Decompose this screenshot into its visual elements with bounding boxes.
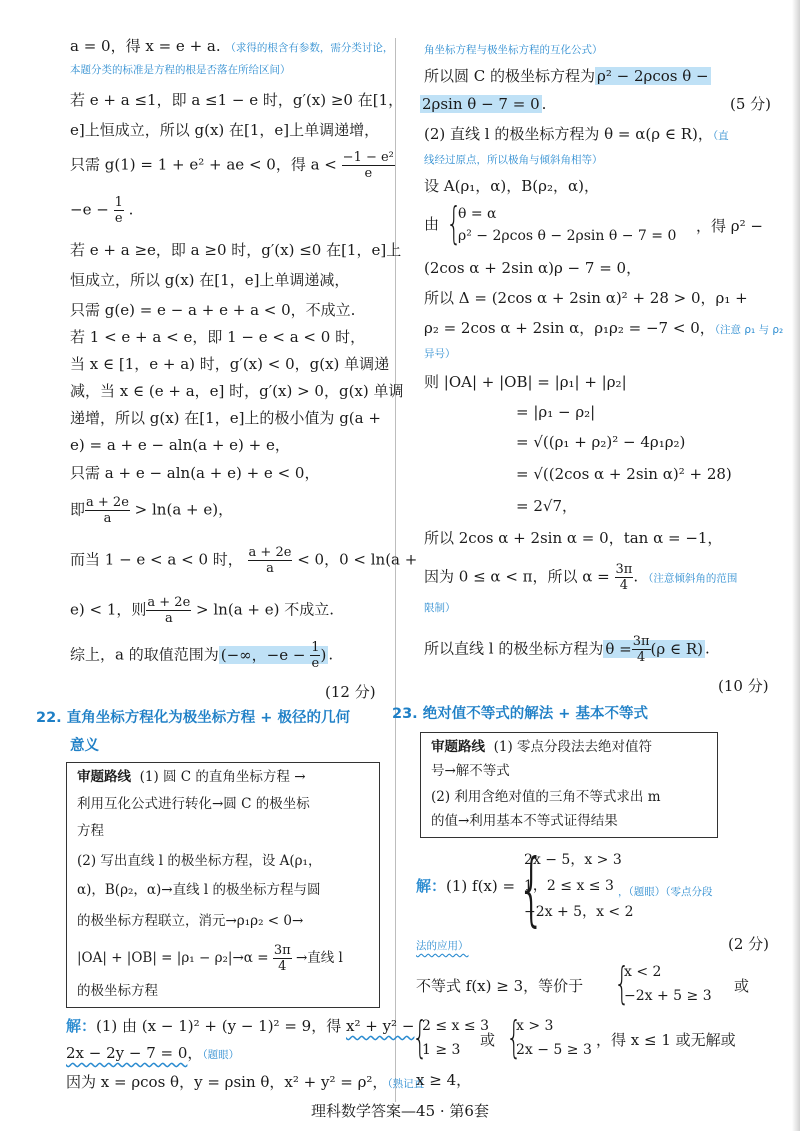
fraction: $\frac{1}{e}$ [311,640,320,671]
text-line: (2) 利用含绝对值的三角不等式求出 m [431,789,661,805]
annotation-note: 法的应用） [416,940,469,952]
text-line: 方程 [77,823,104,839]
fraction: $\frac{3\pi}{4}$ [632,634,650,665]
system-line: x > 3 [516,1018,554,1034]
text-line: ，得 x ≤ 1 或无解或 [596,1031,736,1049]
brace: { [506,1012,522,1063]
brace: { [517,842,546,935]
text-line: (2) 直线 l 的极坐标方程为 θ = α(ρ ∈ R)，（直 [424,125,729,143]
text-line: 若 1 < e + a < e，即 1 − e < a < 0 时， [70,328,366,346]
solution-line: 2x − 2y − 7 = 0，（题眼） [66,1044,240,1062]
system-line: 2x − 5 ≥ 3 [516,1042,592,1058]
score-label: (5 分) [730,95,772,113]
text-line: 2ρsin θ − 7 = 0 . [422,95,547,113]
text-line: 即 $\frac{a + 2e}{a}$ > ln(a + e)， [70,495,234,526]
text-line: = 2√7， [516,497,577,515]
text-line: 的极坐标方程联立，消元→ρ₁ρ₂ < 0→ [77,913,304,929]
fraction: $\frac{a + 2e}{a}$ [147,595,191,626]
text-line: a = 0，得 x = e + a. （求得的根含有参数，需分类讨论， [70,37,394,55]
fraction: $\frac{3\pi}{4}$ [273,943,291,974]
text-line: 若 e + a ≥e，即 a ≥0 时，g′(x) ≤0 在[1，e]上 [70,241,402,259]
right-column [392,0,800,1131]
text-line: 号→解不等式 [431,763,510,779]
text-line: 所以 Δ = (2cos α + 2sin α)² + 28 > 0，ρ₁ + [424,289,748,307]
text-line: x ≥ 4， [416,1071,472,1089]
case-line: −2x + 5，x < 2 [524,904,634,920]
text-line: = √((ρ₁ + ρ₂)² − 4ρ₁ρ₂) [516,433,686,451]
text-line: e) < 1，则 $\frac{a + 2e}{a}$ > ln(a + e) 不成立. [70,595,335,626]
text-line: 设 A(ρ₁，α)，B(ρ₂，α)， [424,177,599,195]
text-line: 则 |OA| + |OB| = |ρ₁| + |ρ₂| [424,373,627,391]
text-line: 若 e + a ≤1，即 a ≤1 − e 时，g′(x) ≥0 在[1， [70,91,404,109]
fraction: $\frac{\text{−1 − e²}}{e}$ [342,150,394,181]
score-label: (12 分) [325,683,376,701]
equation-system: 由 [424,215,440,233]
annotation-note: 角坐标方程与极坐标方程的互化公式） [424,44,603,56]
system-line: ρ² − 2ρcos θ − 2ρsin θ − 7 = 0 [458,228,677,244]
text-line: 当 x ∈ [1，e + a) 时，g′(x) < 0，g(x) 单调递 [70,355,390,373]
annotation-note: 本题分类的标准是方程的根是否落在所给区间） [70,64,291,76]
highlighted-answer: (−∞，−e − $\frac{1}{e}$ ) [220,640,327,671]
system-line: 2 ≤ x ≤ 3 [422,1018,489,1034]
text-line: |OA| + |OB| = |ρ₁ − ρ₂|→α = $\frac{3\pi}{4}$ →直线 l [77,943,343,974]
text-line: 恒成立，所以 g(x) 在[1，e]上单调递减， [70,271,350,289]
text-line: 或 [734,977,750,995]
annotation-note: 异号） [424,348,456,360]
text-line: ，得 ρ² − [696,217,763,235]
solution-line: 因为 x = ρcos θ，y = ρsin θ，x² + y² = ρ²，（熟记直 [66,1073,425,1091]
text-line: 利用互化公式进行转化→圆 C 的极坐标 [77,796,310,812]
conclusion-line: 所以直线 l 的极坐标方程为 θ = $\frac{3\pi}{4}$ (ρ ∈ R) . [424,634,710,665]
system-line: −2x + 5 ≥ 3 [624,988,712,1004]
text-line: 因为 0 ≤ α < π，所以 α = $\frac{3\pi}{4}$ . （注意倾斜角的范围 [424,562,738,593]
text-line: 不等式 f(x) ≥ 3，等价于 [416,977,584,995]
text-line: α)，B(ρ₂，α)→直线 l 的极坐标方程与圆 [77,882,321,898]
text-line: 审题路线 (1) 圆 C 的直角坐标方程 → [77,769,306,785]
fraction: $\frac{a + 2e}{a}$ [248,545,292,576]
system-line: x < 2 [624,964,662,980]
annotation-note: 限制） [424,602,456,614]
fraction: $\frac{1}{e}$ [114,195,123,226]
conclusion-line: 综上，a 的取值范围为 (−∞，−e − $\frac{1}{e}$ ) . [70,640,334,671]
section-22-title-cont: 意义 [70,738,99,754]
text-line: 只需 a + e − aln(a + e) + e < 0， [70,464,320,482]
text-line: 递增，所以 g(x) 在[1，e]上的极小值为 g(a + [70,409,381,427]
text-line: 而当 1 − e < a < 0 时， $\frac{a + 2e}{a}$ < 0，0 < ln(a + [70,545,418,576]
text-line: 只需 g(1) = 1 + e² + ae < 0，得 a < $\frac{\text{−1 − e²}}{e}$ [70,150,394,181]
text-line: (2) 写出直线 l 的极坐标方程，设 A(ρ₁， [77,853,322,869]
text-line: (2cos α + 2sin α)ρ − 7 = 0， [424,259,642,277]
brace: { [614,958,630,1009]
solution-line: 解：(1) 由 (x − 1)² + (y − 1)² = 9，得 x² + y² − [66,1017,415,1035]
section-22-title: 22. 直角坐标方程化为极坐标方程 + 极径的几何 [36,710,350,726]
text-line: ρ₂ = 2cos α + 2sin α，ρ₁ρ₂ = −7 < 0，（注意 ρ₁ 与 ρ₂ [424,319,784,337]
text-line: −e − $\frac{1}{e}$ . [70,195,134,226]
system-line: 1 ≥ 3 [422,1042,461,1058]
brace: { [446,198,462,249]
text-line: 审题路线 (1) 零点分段法去绝对值符 [431,739,653,755]
case-line: 1，2 ≤ x ≤ 3 [524,878,614,894]
annotation-note: ，（题眼）（零点分段 [618,886,713,898]
page-edge-shadow [792,0,800,1131]
text-line: = |ρ₁ − ρ₂| [516,403,596,421]
solution-line: 解：(1) f(x) = [416,877,516,895]
text-line: 所以圆 C 的极坐标方程为 ρ² − 2ρcos θ − [424,67,709,85]
text-line: 减，当 x ∈ (e + a，e] 时，g′(x) > 0，g(x) 单调 [70,382,404,400]
annotation-note: 线经过原点，所以极角与倾斜角相等） [424,154,603,166]
score-label: (2 分) [728,935,770,953]
fraction: $\frac{a + 2e}{a}$ [86,495,129,526]
text-line: 的值→利用基本不等式证得结果 [431,813,618,829]
text-line: 的极坐标方程 [77,983,158,999]
case-line: 2x − 5，x > 3 [524,852,622,868]
highlighted-answer: θ = $\frac{3\pi}{4}$ (ρ ∈ R) [605,634,704,665]
fraction: $\frac{3\pi}{4}$ [615,562,633,593]
text-line: 只需 g(e) = e − a + e + a < 0，不成立. [70,301,356,319]
section-23-title: 23. 绝对值不等式的解法 + 基本不等式 [392,706,648,722]
review-route-box [420,732,718,838]
system-line: θ = α [458,206,497,222]
text-line: e) = a + e − aln(a + e) + e， [70,436,290,454]
page-footer: 理科数学答案—45 · 第6套 [311,1102,489,1120]
review-route-box [66,762,380,1008]
text-line: 所以 2cos α + 2sin α = 0，tan α = −1， [424,529,723,547]
text-line: = √((2cos α + 2sin α)² + 28) [516,465,732,483]
score-label: (10 分) [718,677,769,695]
text-line: 或 [480,1031,496,1049]
brace: { [412,1012,428,1063]
text-line: e]上恒成立，所以 g(x) 在[1，e]上单调递增， [70,121,380,139]
